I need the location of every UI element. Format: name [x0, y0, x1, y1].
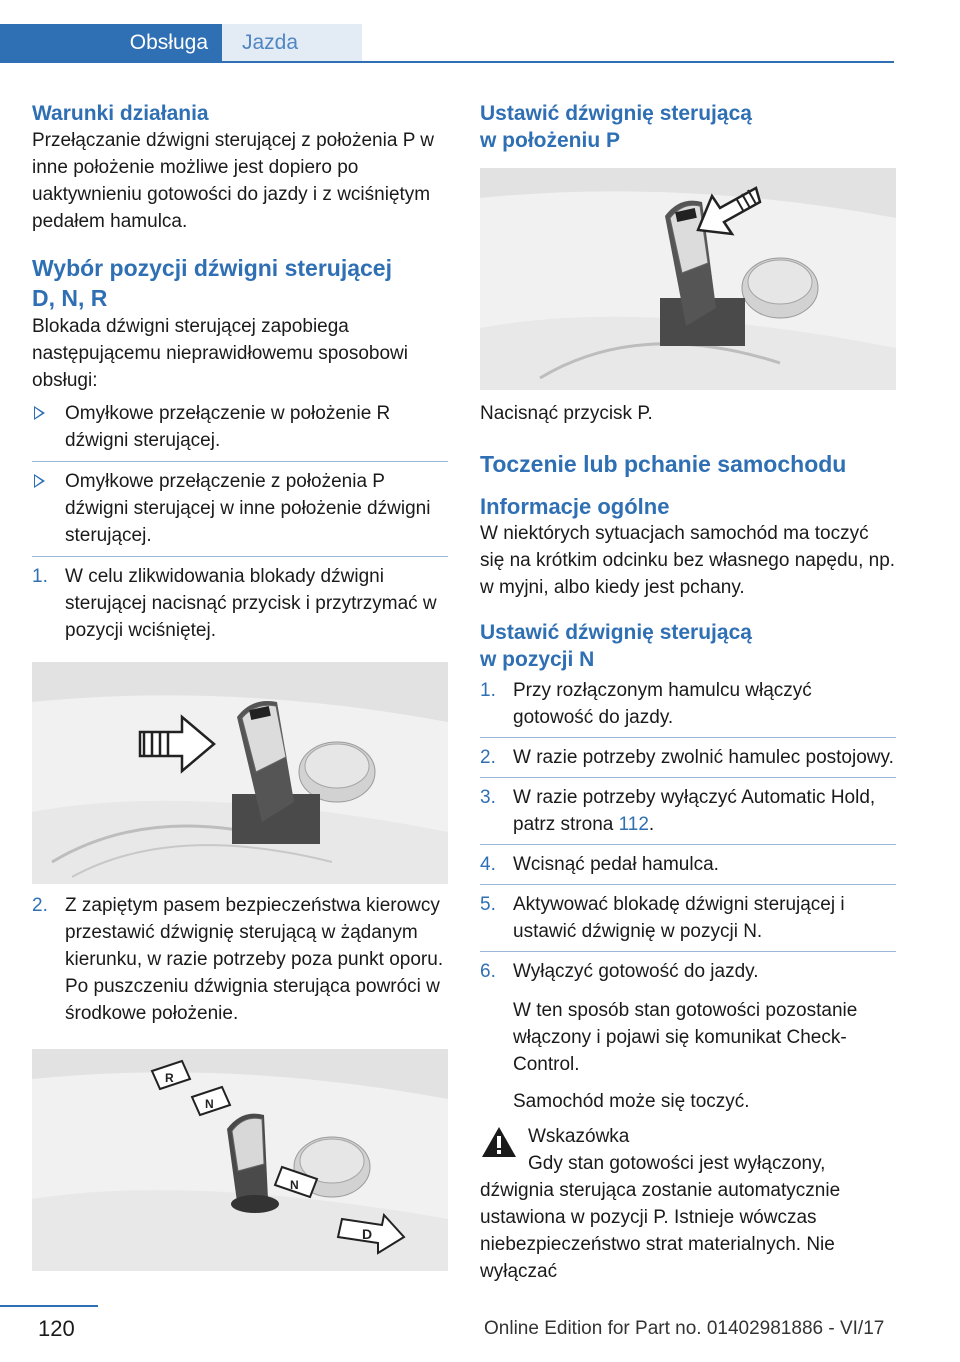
step-number: 2. — [480, 747, 496, 768]
steps-left-2 — [32, 892, 448, 1033]
step-item — [480, 784, 896, 845]
edition-note: Online Edition for Part no. 01402981886 - VI/17 — [484, 1318, 885, 1339]
step-number: 3. — [480, 787, 496, 808]
heading-wybor-line2: D, N, R — [32, 285, 108, 311]
heading-informacje: Informacje ogólne — [480, 494, 670, 519]
fig-label-r: R — [165, 1071, 174, 1085]
chapter-tabs — [0, 0, 894, 62]
heading-toczenie: Toczenie lub pchanie samochodu — [480, 451, 847, 477]
heading-ustaw-n-line2: w pozycji N — [480, 648, 595, 671]
list-item-text: Omyłkowe przełączenie z położenia P dźwigni sterującej w inne położenie dźwigni sterującej. — [65, 471, 431, 546]
page-number: 120 — [38, 1316, 75, 1341]
step-number: 5. — [480, 894, 496, 915]
page-reference-link[interactable]: 112 — [618, 814, 649, 835]
step-text: W celu zlikwidowania blokady dźwigni sterującej nacisnąć przycisk i przytrzymać w pozycji wciśniętej. — [65, 566, 437, 641]
bullet-list — [32, 400, 448, 557]
triangle-bullet-icon — [34, 406, 45, 420]
fig-label-n-up: N — [205, 1097, 214, 1111]
step-number: 2. — [32, 895, 48, 916]
warning-text-line1: Gdy stan gotowości jest wyłączony, — [528, 1153, 826, 1174]
list-item — [32, 400, 448, 462]
step-item — [32, 892, 448, 1033]
step-item — [480, 851, 896, 885]
heading-ustaw-p-line1: Ustawić dźwignię sterującą — [480, 102, 752, 125]
paragraph-blokada: Blokada dźwigni sterującej zapobiega następującemu nieprawidłowemu sposobowi obsługi: — [32, 316, 408, 391]
step-item — [480, 891, 896, 952]
footer-divider — [0, 1305, 98, 1307]
paragraph-warunki: Przełączanie dźwigni sterującej z położenia P w inne położenie możliwe jest dopiero po uaktywnieniu gotowości do jazdy i z wciśniętym pedałem hamulca. — [32, 130, 435, 232]
step-text: Wyłączyć gotowość do jazdy. — [513, 961, 759, 982]
step-text: W razie potrzeby wyłączyć Automatic Hold, patrz strona — [513, 787, 876, 835]
tab-jazda[interactable] — [222, 24, 362, 62]
header-divider — [0, 61, 894, 63]
fig-label-n-down: N — [290, 1178, 299, 1192]
tab-obsluga-label: Obsługa — [129, 31, 208, 54]
heading-wybor-line1: Wybór pozycji dźwigni sterującej — [32, 255, 392, 281]
step-text: Z zapiętym pasem bezpieczeństwa kierowcy przestawić dźwignię sterującą w żądanym kierunku, w razie potrzeby poza punkt oporu. Po puszczeniu dźwignia sterująca powróci w środkowe położenie. — [65, 895, 444, 1024]
steps-right — [480, 677, 896, 991]
step-text: Przy rozłączonym hamulcu włączyć gotowość do jazdy. — [513, 680, 812, 728]
step-item — [480, 677, 896, 738]
paragraph-informacje: W niektórych sytuacjach samochód ma toczyć się na krótkim odcinku bez własnego napędu, np. w myjni, albo kiedy jest pchany. — [480, 523, 896, 598]
step-item — [32, 563, 448, 650]
paragraph-nacisnac: Nacisnąć przycisk P. — [480, 403, 653, 424]
heading-ustaw-n-line1: Ustawić dźwignię sterującą — [480, 621, 752, 644]
list-item-text: Omyłkowe przełączenie w położenie R dźwigni sterującej. — [65, 403, 391, 451]
heading-ustaw-n — [480, 619, 896, 673]
step-number: 4. — [480, 854, 496, 875]
tab-jazda-label: Jazda — [242, 31, 299, 54]
paragraph-sposob: W ten sposób stan gotowości pozostanie włączony i pojawi się komunikat Check-Control. — [513, 1000, 858, 1075]
step-number: 6. — [480, 961, 496, 982]
step-item — [480, 958, 896, 991]
fig-label-d: D — [362, 1226, 373, 1242]
step-number: 1. — [32, 566, 48, 587]
steps-left-1 — [32, 563, 448, 650]
heading-ustaw-p-line2: w położeniu P — [480, 129, 620, 152]
heading-ustaw-p — [480, 100, 896, 154]
step-text: Wcisnąć pedał hamulca. — [513, 854, 719, 875]
tab-obsluga[interactable] — [0, 24, 222, 62]
heading-wybor — [32, 253, 448, 313]
step-text: Aktywować blokadę dźwigni sterującej i ustawić dźwignię w pozycji N. — [513, 894, 845, 942]
warning-note — [480, 1123, 896, 1177]
step-text-end: . — [648, 814, 655, 835]
triangle-bullet-icon — [34, 474, 45, 488]
step-item — [480, 744, 896, 778]
gear-selector-p-button-illustration — [480, 168, 896, 390]
right-column — [480, 100, 896, 1285]
warning-title: Wskazówka — [528, 1126, 630, 1147]
gear-selector-directions-illustration — [32, 1049, 448, 1271]
warning-text: dźwignia sterująca zostanie automatycznie ustawiona w pozycji P. Istnieje wówczas niebezpieczeństwo strat materialnych. Nie wyłączać — [480, 1180, 841, 1282]
step-text: W razie potrzeby zwolnić hamulec postojowy. — [513, 747, 894, 768]
left-column — [32, 100, 448, 1271]
warning-triangle-icon — [480, 1125, 518, 1159]
step-number: 1. — [480, 680, 496, 701]
paragraph-toczyc: Samochód może się toczyć. — [513, 1091, 750, 1112]
list-item — [32, 468, 448, 557]
heading-warunki: Warunki działania — [32, 102, 209, 125]
gear-selector-unlock-illustration — [32, 662, 448, 884]
